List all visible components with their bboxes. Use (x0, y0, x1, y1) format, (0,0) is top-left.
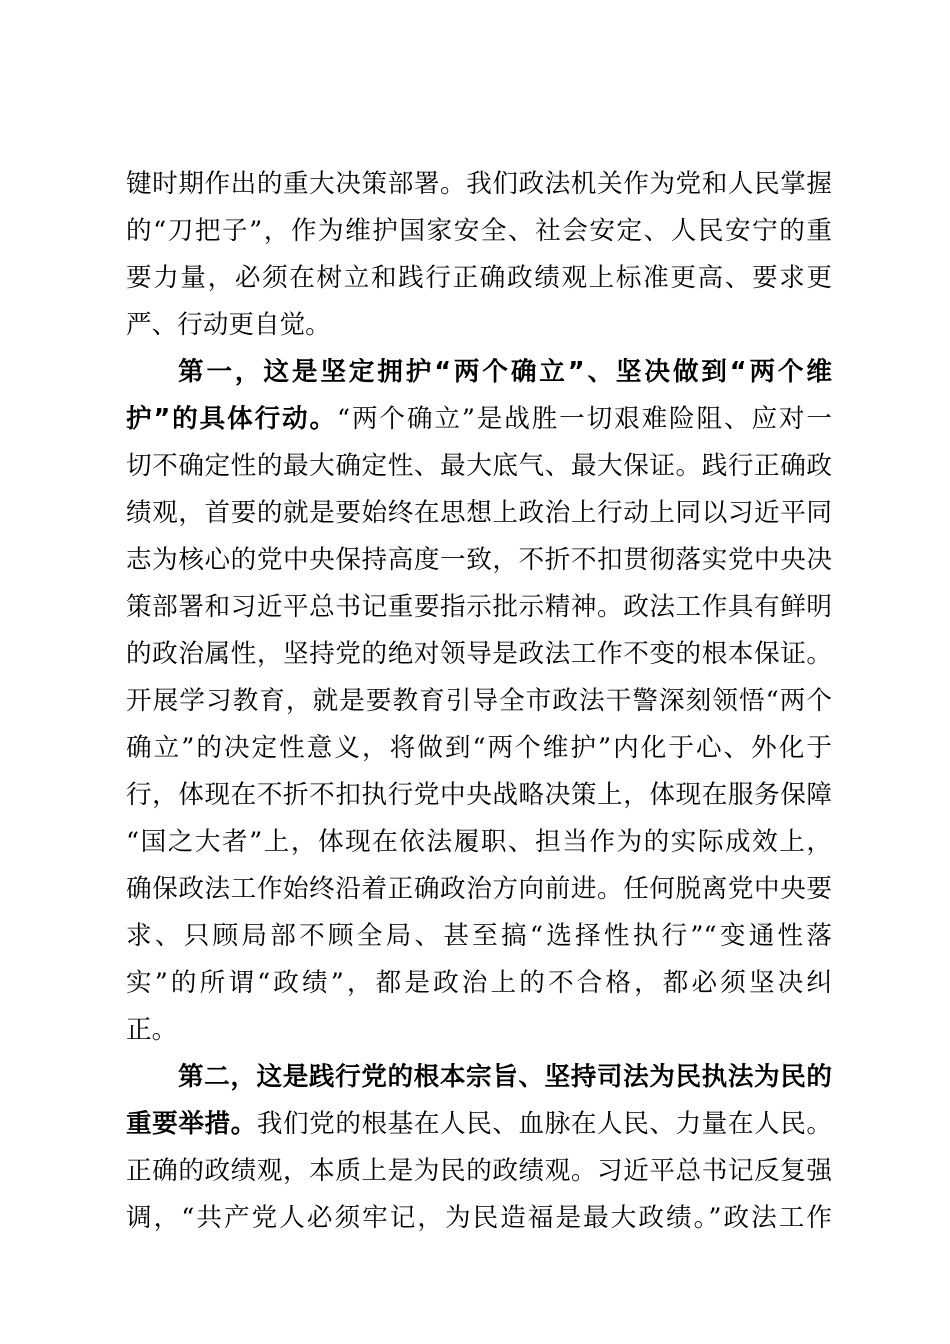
bold-heading: 第一，这是坚定拥护“两个确立”、坚决做到“两个维 (178, 357, 832, 387)
text-line (126, 1101, 832, 1148)
text-line: 切不确定性的最大确定性、最大底气、最大保证。践行正确政 (126, 451, 832, 481)
text-line: 确立”的决定性意义，将做到“两个维护”内化于心、外化于 (126, 733, 832, 763)
text-line (126, 396, 832, 443)
paragraph-point-one (126, 349, 832, 1054)
bold-heading: 第二，这是践行党的根本宗旨、坚持司法为民执法为民的 (178, 1062, 832, 1092)
text-line: 策部署和习近平总书记重要指示批示精神。政法工作具有鲜明 (126, 592, 832, 622)
text-line: 行，体现在不折不扣执行党中央战略决策上，体现在服务保障 (126, 780, 832, 810)
text-line: 志为核心的党中央保持高度一致，不折不扣贯彻落实党中央决 (126, 545, 832, 575)
body-text: “两个确立”是战胜一切艰难险阻、应对一 (336, 404, 832, 434)
text-line: 的“刀把子”，作为维护国家安全、社会安定、人民安宁的重 (126, 216, 832, 246)
document-page (126, 161, 832, 1242)
text-line: 正。 (126, 1015, 178, 1045)
text-line: 调，“共产党人必须牢记，为民造福是最大政绩。”政法工作 (126, 1203, 832, 1233)
text-line: 的政治属性，坚持党的绝对领导是政法工作不变的根本保证。 (126, 639, 832, 669)
text-line: 开展学习教育，就是要教育引导全市政法干警深刻领悟“两个 (126, 686, 832, 716)
bold-heading: 护”的具体行动。 (126, 404, 337, 434)
text-line: 实”的所谓“政绩”，都是政治上的不合格，都必须坚决纠 (126, 968, 832, 998)
bold-heading: 重要举措。 (126, 1109, 257, 1139)
text-line: 键时期作出的重大决策部署。我们政法机关作为党和人民掌握 (126, 169, 832, 199)
text-line: 绩观，首要的就是要始终在思想上政治上行动上同以习近平同 (126, 498, 832, 528)
paragraph-intro (126, 161, 832, 349)
body-text: 我们党的根基在人民、血脉在人民、力量在人民。 (256, 1109, 832, 1139)
heading-line (126, 1054, 832, 1101)
text-line: 严、行动更自觉。 (126, 310, 331, 340)
paragraph-point-two (126, 1054, 832, 1242)
text-line: 确保政法工作始终沿着正确政治方向前进。任何脱离党中央要 (126, 874, 832, 904)
text-line: 正确的政绩观，本质上是为民的政绩观。习近平总书记反复强 (126, 1156, 832, 1186)
text-line: 要力量，必须在树立和践行正确政绩观上标准更高、要求更 (126, 263, 832, 293)
text-line: 求、只顾局部不顾全局、甚至搞“选择性执行”“变通性落 (126, 921, 832, 951)
text-line: “国之大者”上，体现在依法履职、担当作为的实际成效上， (126, 827, 832, 857)
heading-line (126, 349, 832, 396)
